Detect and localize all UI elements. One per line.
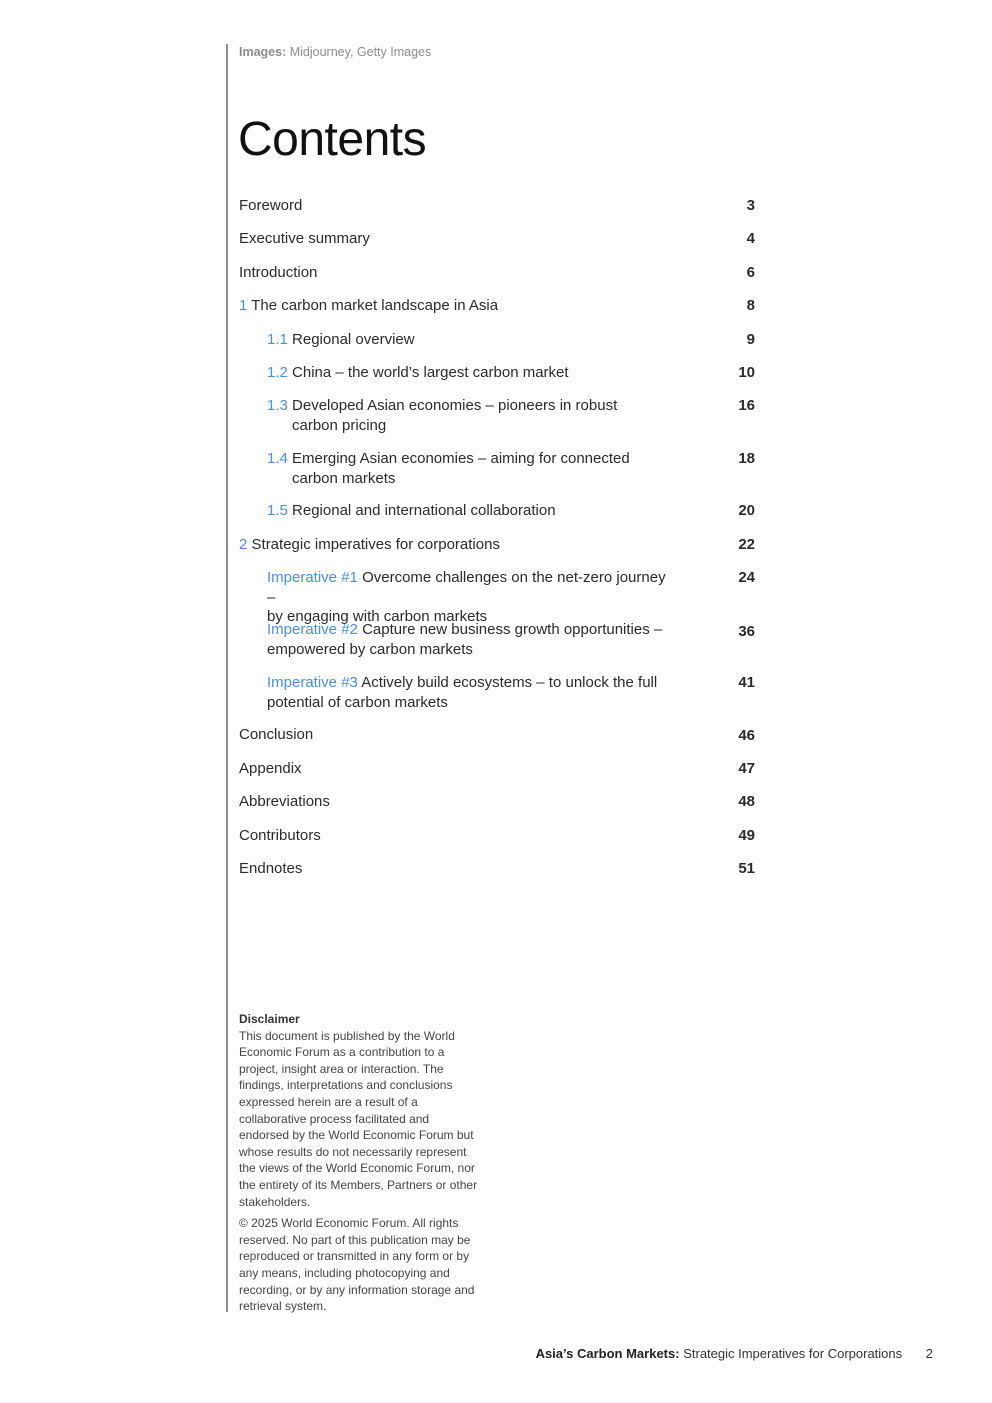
toc-number: 1.4 [267, 450, 288, 467]
toc-label[interactable] [267, 330, 667, 350]
page-title: Contents [238, 113, 427, 166]
toc-label-text: Regional overview [292, 331, 415, 348]
toc-label[interactable]: Appendix [239, 760, 302, 777]
toc-page-number[interactable]: 47 [738, 760, 755, 777]
toc-page-number[interactable]: 4 [746, 230, 755, 247]
copyright-paragraph: © 2025 World Economic Forum. All rights reserved. No part of this publication may be reproduced or transmitted in any form or by any means, including photocopying and recording, or by any information storage and retrieval system. [239, 1216, 475, 1314]
toc-page-number[interactable]: 10 [738, 364, 755, 381]
toc-label[interactable]: Endnotes [239, 860, 303, 877]
toc-page-number[interactable]: 20 [738, 502, 755, 519]
toc-page-number[interactable]: 16 [738, 397, 755, 414]
toc-label[interactable] [267, 449, 667, 488]
toc-number: 1.2 [267, 364, 288, 381]
toc-label-text: Overcome challenges on the net-zero journey – [267, 569, 666, 606]
toc-label-text: China – the world’s largest carbon market [292, 364, 569, 381]
toc-label[interactable]: Foreword [239, 197, 303, 214]
toc-page-number[interactable]: 41 [738, 674, 755, 691]
toc-label-continued: carbon pricing [292, 416, 387, 434]
toc-page-number[interactable]: 22 [738, 536, 755, 553]
toc-label-text: Actively build ecosystems – to unlock the full [361, 674, 658, 691]
toc-label-text: Developed Asian economies – pioneers in robust [292, 397, 618, 414]
footer-title-bold: Asia’s Carbon Markets: [535, 1346, 680, 1361]
toc-label-text: Emerging Asian economies – aiming for connected [292, 450, 630, 467]
toc-number: Imperative #1 [267, 569, 358, 586]
toc-label-continued: carbon markets [292, 469, 396, 487]
toc-page-number[interactable]: 24 [738, 569, 755, 586]
toc-page-number[interactable]: 48 [738, 793, 755, 810]
toc-page-number[interactable]: 6 [746, 264, 755, 281]
toc-label-continued: potential of carbon markets [267, 693, 448, 711]
toc-label[interactable] [239, 296, 639, 316]
toc-label[interactable]: Executive summary [239, 230, 370, 247]
toc-number: Imperative #2 [267, 621, 358, 638]
toc-label-text: Capture new business growth opportunities – [362, 621, 663, 638]
toc-label-text: The carbon market landscape in Asia [251, 297, 499, 314]
toc-page-number[interactable]: 9 [746, 331, 755, 348]
toc-label[interactable] [267, 568, 677, 627]
toc-page-number[interactable]: 18 [738, 450, 755, 467]
toc-number: Imperative #3 [267, 674, 358, 691]
toc-label-continued: empowered by carbon markets [267, 640, 473, 658]
disclaimer [239, 1011, 479, 1315]
toc-label-continued: by engaging with carbon markets [267, 608, 488, 625]
toc-number: 1.5 [267, 502, 288, 519]
toc-page-number[interactable]: 49 [738, 827, 755, 844]
disclaimer-title: Disclaimer [239, 1012, 300, 1026]
page-footer [536, 1346, 933, 1361]
disclaimer-paragraph: This document is published by the World Economic Forum as a contribution to a project, insight area or interaction. The findings, interpretations and conclusions expressed herein are a result of a collaborative process facilitated and endorsed by the World Economic Forum but whose results do not necessarily represent the views of the World Economic Forum, nor the entirety of its Members, Partners or other stakeholders. [239, 1028, 478, 1209]
toc-label-text: Strategic imperatives for corporations [251, 536, 500, 553]
toc-page-number[interactable]: 36 [738, 623, 755, 640]
credits-label: Images: [239, 45, 287, 59]
toc-number: 1.1 [267, 331, 288, 348]
toc-label[interactable] [239, 535, 639, 555]
toc-label[interactable]: Contributors [239, 827, 321, 844]
toc-label[interactable]: Conclusion [239, 726, 314, 743]
toc-label[interactable] [267, 620, 677, 659]
toc-label-text: Regional and international collaboration [292, 502, 556, 519]
footer-page-number: 2 [925, 1346, 933, 1361]
toc-label[interactable]: Abbreviations [239, 793, 330, 810]
toc-page-number[interactable]: 3 [746, 197, 755, 214]
image-credits [239, 44, 431, 60]
toc-label[interactable] [267, 363, 667, 383]
toc-page-number[interactable]: 46 [738, 727, 755, 744]
footer-title-rest: Strategic Imperatives for Corporations [683, 1346, 903, 1361]
toc-label[interactable] [267, 501, 667, 521]
toc-number: 1.3 [267, 397, 288, 414]
toc-label[interactable] [267, 396, 667, 435]
left-margin-rule [226, 44, 228, 1312]
toc-label[interactable]: Introduction [239, 264, 318, 281]
credits-text: Midjourney, Getty Images [289, 45, 432, 59]
toc-page-number[interactable]: 51 [738, 860, 755, 877]
toc-number: 2 [239, 536, 248, 553]
toc-number: 1 [239, 297, 248, 314]
toc-page-number[interactable]: 8 [746, 297, 755, 314]
toc-label[interactable] [267, 673, 677, 712]
